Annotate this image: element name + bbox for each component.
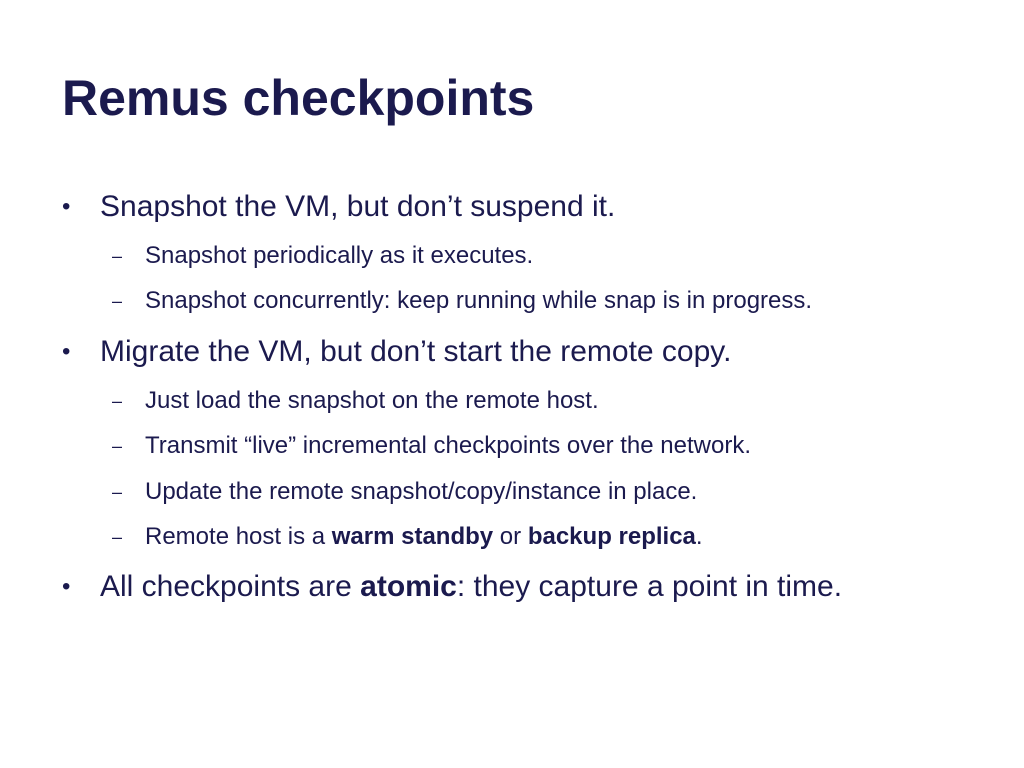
sub-item-2-4: [145, 522, 703, 552]
sub-item-2-4-middle: or: [493, 523, 528, 550]
bullet-text-3-before: All checkpoints are: [100, 570, 361, 603]
backup-replica-term: backup replica: [527, 523, 696, 550]
slide-title: Remus checkpoints: [62, 70, 535, 126]
dash-marker: –: [112, 291, 123, 311]
sub-item-2-1: Just load the snapshot on the remote host.: [145, 387, 599, 414]
bullet-marker: •: [62, 573, 71, 600]
sub-item-2-4-after: .: [695, 523, 703, 550]
bullet-text-2: Migrate the VM, but don’t start the remote copy.: [100, 335, 732, 368]
bullet-text-3: [100, 569, 842, 605]
dash-marker: –: [112, 482, 123, 502]
dash-marker: –: [112, 436, 123, 456]
sub-item-2-3: Update the remote snapshot/copy/instance in place.: [145, 478, 698, 505]
sub-item-2-2: Transmit “live” incremental checkpoints over the network.: [145, 432, 751, 459]
atomic-term: atomic: [360, 570, 457, 603]
bullet-marker: •: [62, 193, 71, 220]
bullet-text-3-after: : they capture a point in time.: [456, 570, 843, 603]
bullet-text-1: Snapshot the VM, but don’t suspend it.: [100, 190, 616, 223]
sub-item-1-1: Snapshot periodically as it executes.: [145, 242, 534, 269]
dash-marker: –: [112, 391, 123, 411]
sub-item-1-2: Snapshot concurrently: keep running while snap is in progress.: [145, 287, 813, 314]
dash-marker: –: [112, 527, 123, 547]
sub-item-2-4-before: Remote host is a: [145, 523, 332, 550]
warm-standby-term: warm standby: [331, 523, 494, 550]
bullet-marker: •: [62, 338, 71, 365]
dash-marker: –: [112, 246, 123, 266]
